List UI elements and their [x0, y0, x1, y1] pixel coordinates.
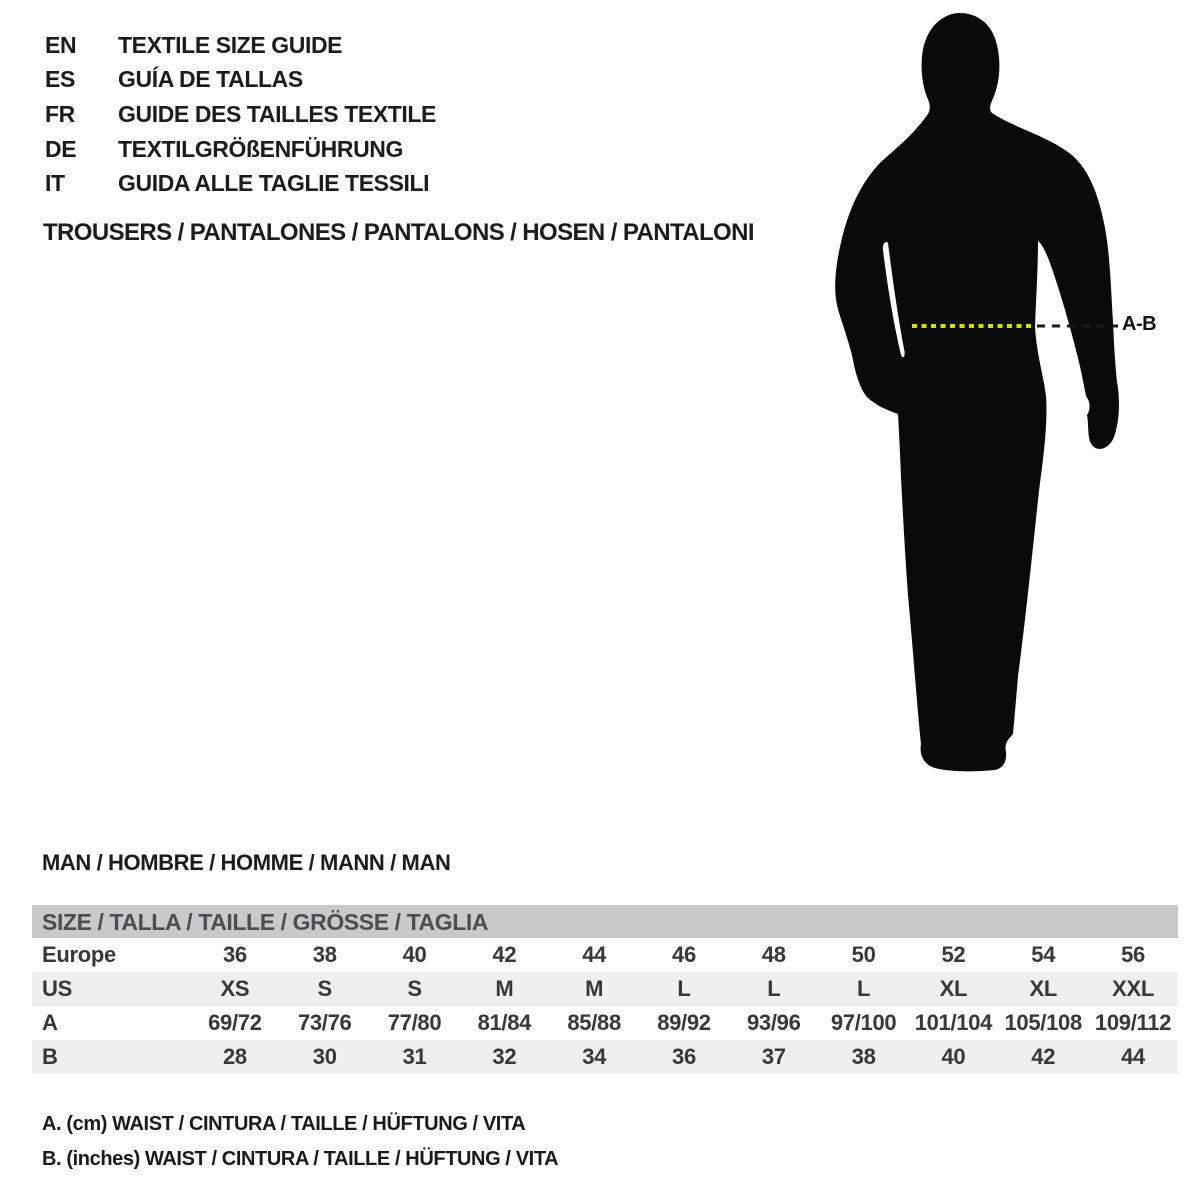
size-cell: 50 — [851, 942, 876, 967]
language-row — [45, 97, 436, 132]
man-silhouette-svg — [800, 0, 1200, 800]
size-cell: L — [677, 976, 691, 1001]
size-cell: 34 — [582, 1044, 607, 1069]
size-cell: 44 — [1121, 1044, 1145, 1069]
size-cell: 36 — [672, 1044, 696, 1069]
man-silhouette — [835, 13, 1119, 771]
size-cell: 40 — [941, 1044, 966, 1069]
row-label: B — [42, 1044, 58, 1069]
measurement-footnotes — [42, 1111, 558, 1181]
language-code: FR — [45, 100, 75, 127]
size-cell: 73/76 — [297, 1010, 352, 1035]
language-title-list — [45, 28, 436, 201]
size-table-header: SIZE / TALLA / TAILLE / GRÖSSE / TAGLIA — [32, 905, 1178, 938]
product-type-title: TROUSERS / PANTALONES / PANTALONS / HOSEN / PANTALONI — [43, 219, 754, 246]
size-cell: 89/92 — [657, 1010, 711, 1035]
guide-title: GUIDE DES TAILLES TEXTILE — [118, 100, 436, 127]
size-cell: 85/88 — [567, 1010, 621, 1035]
row-label: US — [42, 976, 72, 1001]
footnote-b: B. (inches) WAIST / CINTURA / TAILLE / HÜFTUNG / VITA — [42, 1148, 559, 1170]
size-cell: 54 — [1031, 942, 1056, 967]
size-cell: 42 — [1031, 1044, 1056, 1069]
size-cell: 105/108 — [1004, 1010, 1082, 1035]
size-cell: 109/112 — [1094, 1010, 1172, 1035]
size-cell: M — [495, 976, 514, 1001]
size-cell: L — [857, 976, 871, 1001]
size-cell: 56 — [1121, 942, 1145, 967]
row-label: A — [42, 1010, 58, 1035]
language-row — [45, 28, 436, 63]
size-cell: 42 — [492, 942, 517, 967]
guide-title: TEXTILE SIZE GUIDE — [118, 31, 343, 58]
guide-title: GUÍA DE TALLAS — [118, 66, 303, 93]
language-row — [45, 166, 436, 201]
size-cell: 97/100 — [830, 1010, 897, 1035]
language-row — [45, 132, 436, 167]
size-cell: 77/80 — [387, 1010, 442, 1035]
size-cell: 36 — [222, 942, 247, 967]
size-cell: 48 — [761, 942, 786, 967]
size-cell: 93/96 — [747, 1010, 801, 1035]
size-table — [32, 905, 1178, 1074]
man-silhouette-figure — [800, 0, 1200, 800]
size-cell: S — [317, 976, 332, 1001]
size-cell: 81/84 — [477, 1010, 532, 1035]
guide-title: TEXTILGRÖßENFÜHRUNG — [118, 135, 403, 162]
size-cell: XL — [939, 976, 968, 1001]
guide-title: GUIDA ALLE TAGLIE TESSILI — [118, 170, 430, 197]
size-cell: 69/72 — [208, 1010, 262, 1035]
size-cell: XL — [1029, 976, 1057, 1001]
size-table-body — [32, 938, 1178, 1074]
size-cell: 44 — [582, 942, 607, 967]
size-cell: M — [585, 976, 604, 1001]
language-code: IT — [45, 170, 65, 197]
table-row — [32, 1006, 1178, 1040]
size-cell: 38 — [312, 942, 337, 967]
size-cell: XS — [220, 976, 250, 1001]
size-cell: S — [407, 976, 422, 1001]
size-cell: L — [767, 976, 781, 1001]
size-cell: 28 — [222, 1044, 247, 1069]
language-code: DE — [45, 135, 77, 162]
language-code: ES — [45, 66, 75, 93]
row-label: Europe — [42, 942, 116, 967]
size-cell: 37 — [761, 1044, 786, 1069]
gender-section-title: MAN / HOMBRE / HOMME / MANN / MAN — [42, 850, 451, 875]
size-cell: XXL — [1112, 976, 1154, 1001]
measure-label: A-B — [1122, 313, 1157, 335]
footnote-a: A. (cm) WAIST / CINTURA / TAILLE / HÜFTUNG / VITA — [42, 1113, 526, 1135]
table-row — [32, 972, 1178, 1006]
table-row — [32, 1040, 1178, 1074]
size-cell: 30 — [312, 1044, 337, 1069]
language-row — [45, 63, 436, 98]
size-cell: 40 — [402, 942, 427, 967]
size-cell: 31 — [402, 1044, 427, 1069]
size-cell: 52 — [941, 942, 966, 967]
size-cell: 101/104 — [914, 1010, 993, 1035]
size-cell: 38 — [851, 1044, 876, 1069]
language-code: EN — [45, 31, 77, 58]
table-row — [32, 938, 1178, 972]
size-cell: 32 — [492, 1044, 517, 1069]
size-cell: 46 — [672, 942, 696, 967]
